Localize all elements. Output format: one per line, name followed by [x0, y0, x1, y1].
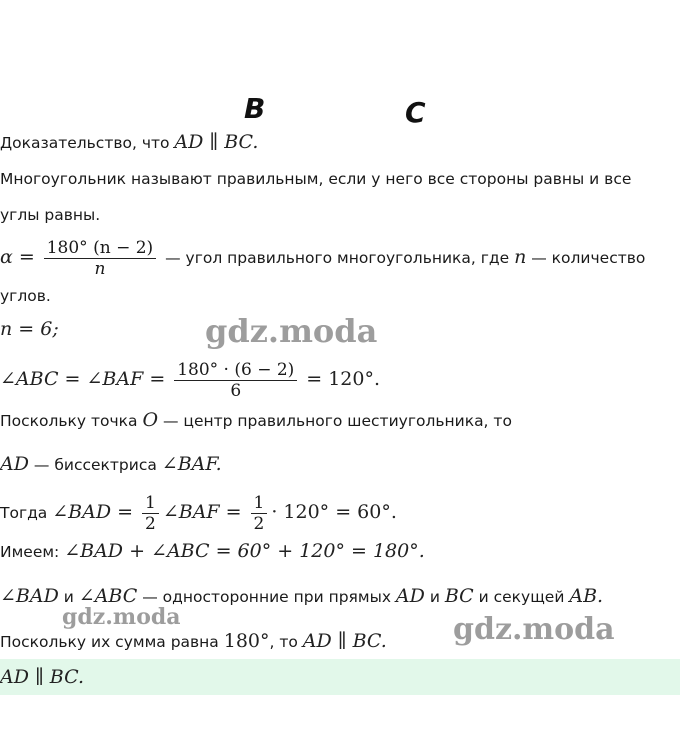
bad-middle: ∠BAF =: [162, 501, 242, 523]
watermark-3: gdz.moda: [453, 612, 615, 647]
angle-abc-numerator: 180° · (6 − 2): [174, 360, 297, 381]
ia-t1: и: [58, 588, 79, 606]
n-value: n = 6;: [0, 318, 59, 340]
bad-right: · 120° = 60°.: [271, 501, 397, 523]
angle-formula-line: [0, 236, 645, 279]
center-text-1: Поскольку точка: [0, 412, 143, 430]
ia-a: ∠BAD: [0, 585, 59, 607]
proof-heading: [0, 131, 258, 154]
conclusion-text-1: Поскольку их сумма равна: [0, 633, 224, 651]
angle-abc-left: ∠ABC = ∠BAF =: [0, 368, 166, 390]
heading-math: AD ∥ BC.: [174, 131, 259, 153]
conclusion-math: AD ∥ BC.: [302, 630, 387, 652]
definition-line-2: углы равны.: [0, 206, 101, 224]
angles-word: углов.: [0, 287, 51, 305]
half-fraction-1: [142, 493, 159, 534]
watermark-2: gdz.moda: [62, 604, 181, 630]
definition-line-1: Многоугольник называют правильным, если у него все стороны равны и все: [0, 170, 632, 188]
conclusion-line: [0, 630, 387, 653]
angle-fraction-denominator: n: [94, 259, 106, 279]
formula-text-1: — угол правильного многоугольника, где: [160, 249, 515, 267]
ia-e: AB.: [569, 585, 604, 607]
half-fraction-1-den: 2: [144, 514, 156, 534]
sum-line: [0, 540, 425, 563]
sum-text: Имеем:: [0, 543, 65, 561]
angle-abc-fraction: [174, 360, 297, 401]
half-fraction-1-num: 1: [142, 493, 159, 514]
bad-left: ∠BAD =: [52, 501, 134, 523]
ia-d: BC: [444, 585, 474, 607]
ia-t4: и секущей: [473, 588, 570, 606]
conclusion-text-2: , то: [269, 633, 303, 651]
bisector-ad: AD: [0, 453, 29, 475]
sum-math: ∠BAD + ∠ABC = 60° + 120° = 180°.: [64, 540, 425, 562]
figure-label-b: B: [244, 92, 266, 125]
bisector-line: [0, 453, 222, 476]
alpha-symbol: α =: [0, 246, 35, 268]
half-fraction-2-num: 1: [251, 493, 268, 514]
formula-n: n: [514, 246, 527, 268]
ia-b: ∠ABC: [78, 585, 138, 607]
angle-fraction-numerator: 180° (n − 2): [44, 238, 156, 259]
half-fraction-2: [251, 493, 268, 534]
ia-t2: — односторонние при прямых: [137, 588, 396, 606]
bisector-text: — биссектриса: [28, 456, 162, 474]
bad-text: Тогда: [0, 504, 53, 522]
center-line: [0, 409, 512, 432]
heading-text: Доказательство, что: [0, 134, 175, 152]
conclusion-num: 180°: [223, 630, 270, 652]
n-value-line: [0, 318, 59, 341]
center-o: O: [142, 409, 159, 431]
figure-label-c: C: [405, 96, 426, 129]
bad-line: [0, 490, 397, 535]
ia-c: AD: [395, 585, 425, 607]
angle-fraction: [44, 238, 156, 279]
bisector-angle: ∠BAF.: [161, 453, 222, 475]
answer-box: [0, 659, 680, 695]
center-text-2: — центр правильного шестиугольника, то: [158, 412, 512, 430]
half-fraction-2-den: 2: [253, 514, 265, 534]
watermark-1: gdz.moda: [205, 312, 378, 350]
angle-abc-right: = 120°.: [306, 368, 380, 390]
angle-abc-denominator: 6: [230, 381, 242, 401]
ia-t3: и: [424, 588, 445, 606]
answer-text: AD ∥ BC.: [0, 666, 85, 688]
angle-abc-line: [0, 357, 380, 402]
formula-text-2: — количество: [526, 249, 646, 267]
